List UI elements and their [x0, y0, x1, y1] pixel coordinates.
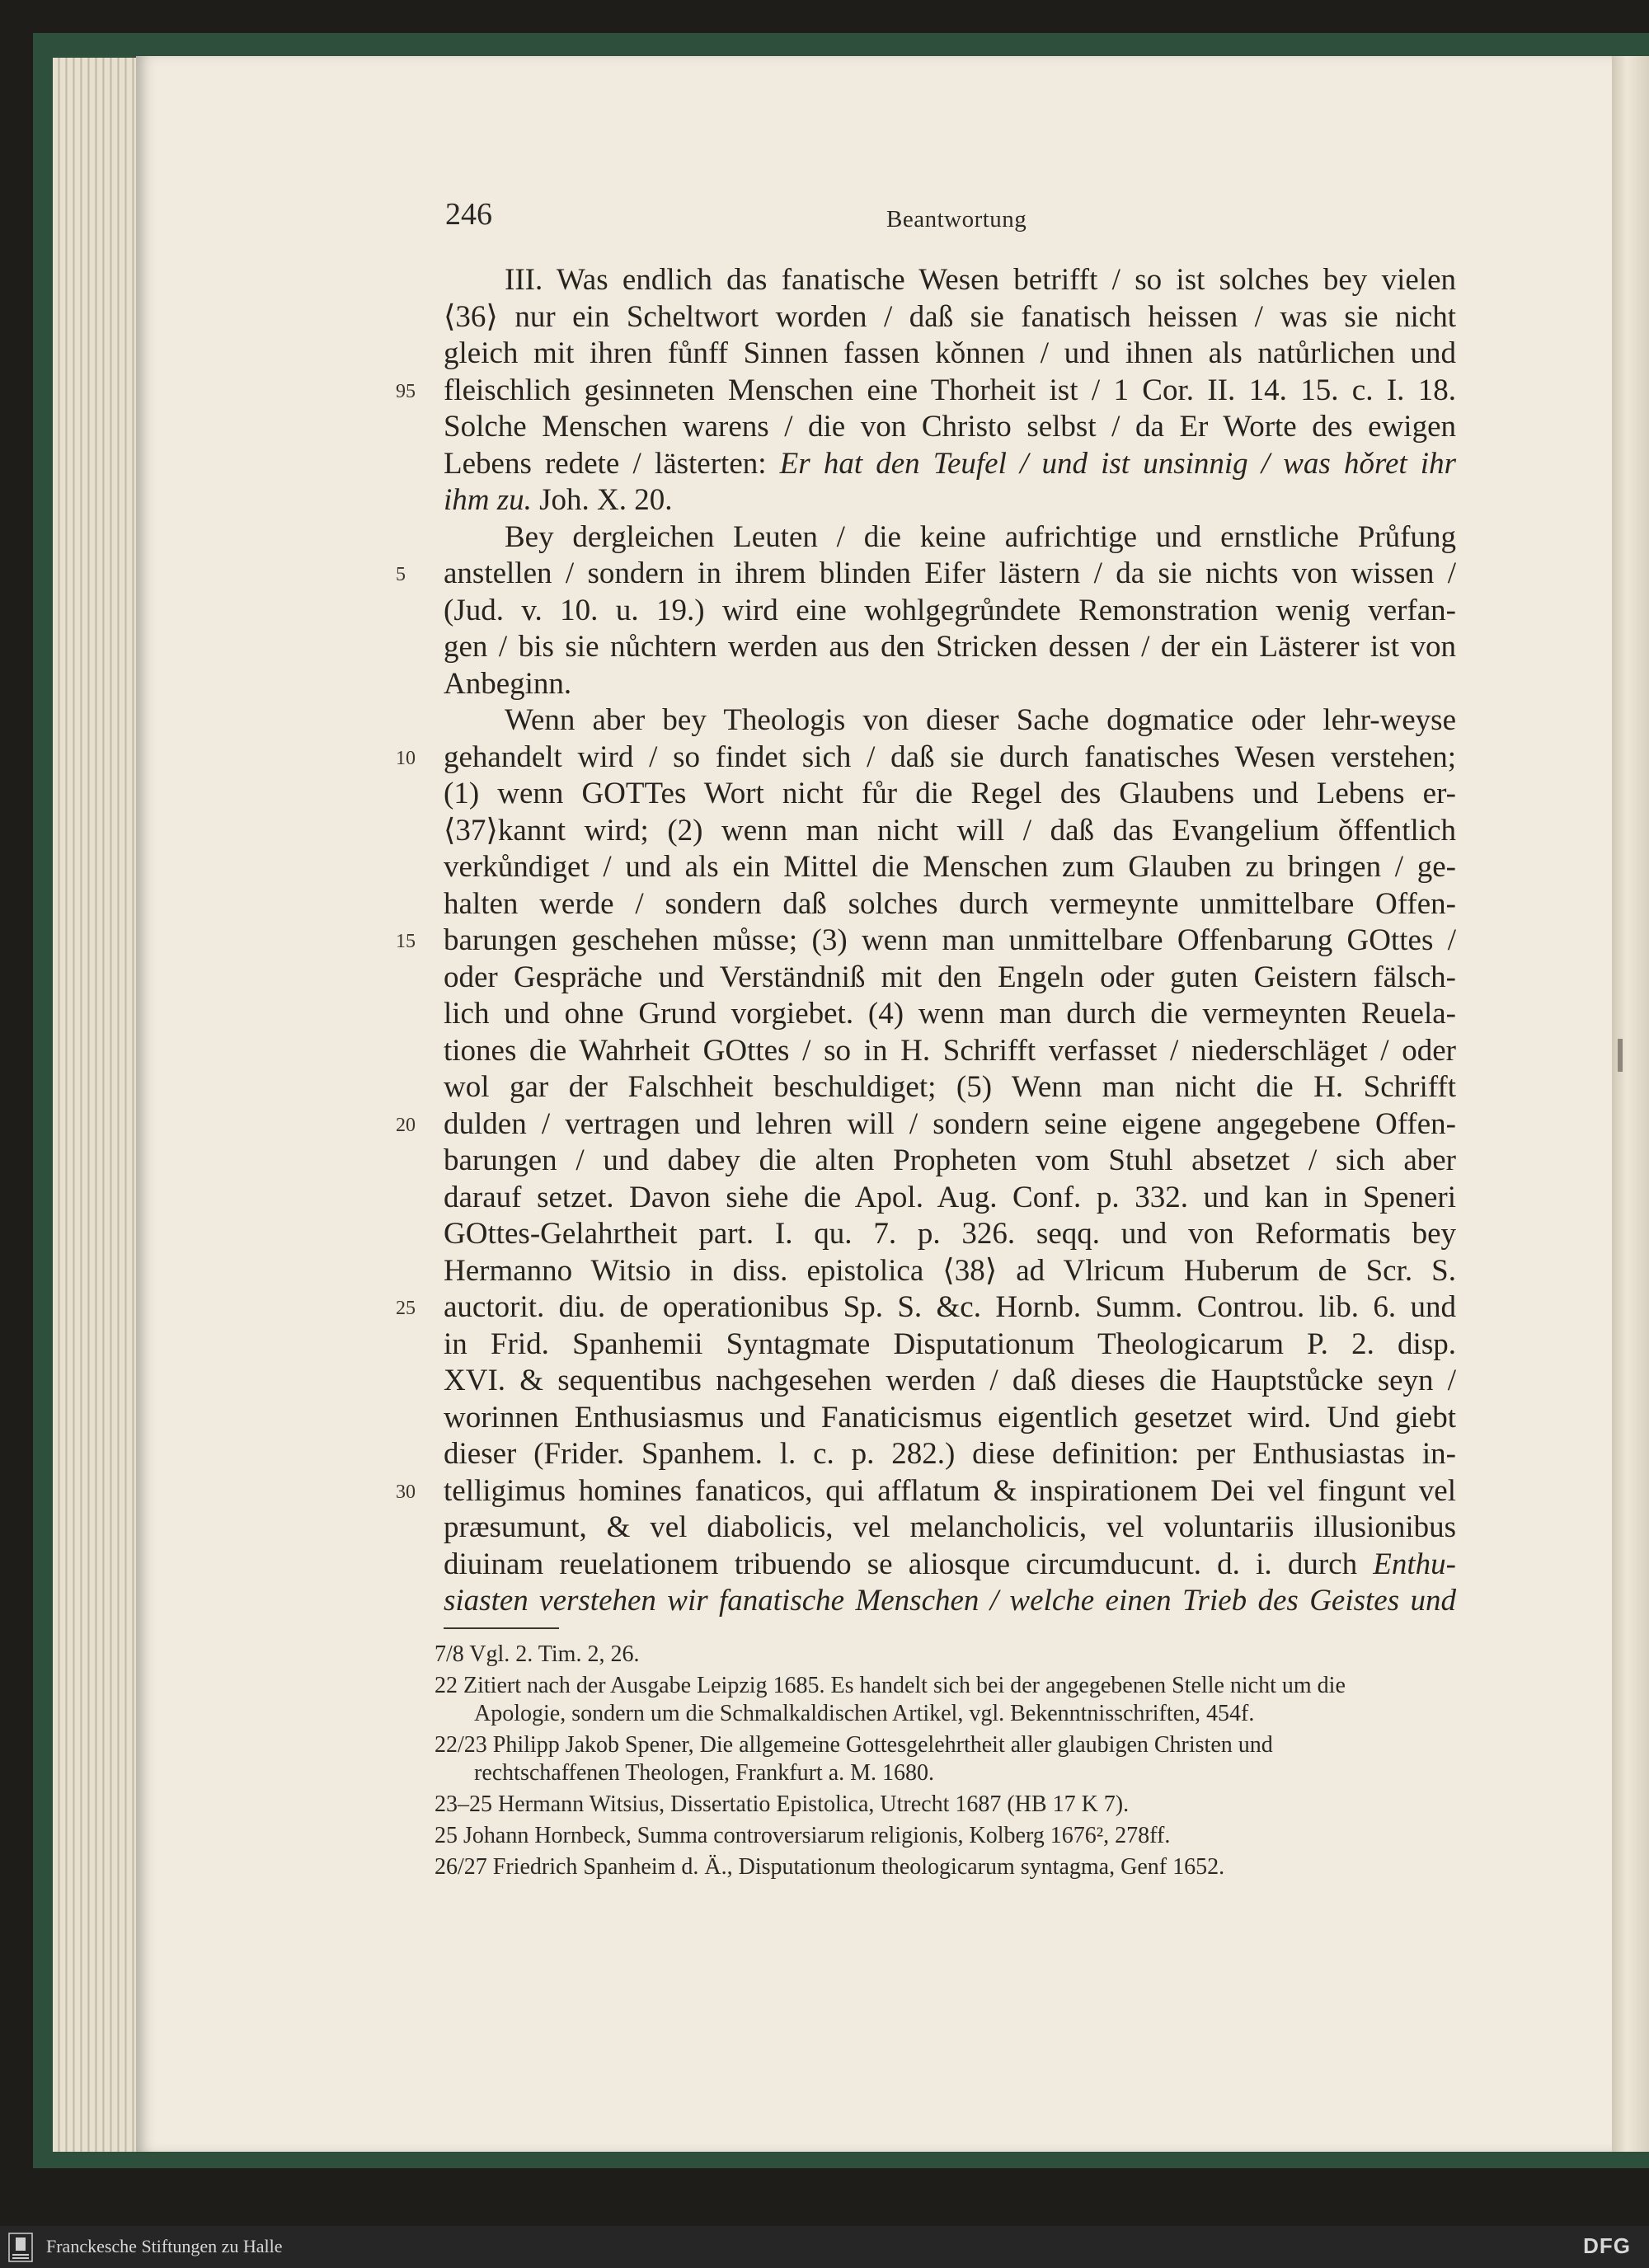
text-line	[444, 1180, 1456, 1216]
line-number: 20	[396, 1115, 416, 1136]
text-line	[444, 1253, 1456, 1289]
footnote-rule	[444, 1627, 559, 1629]
facing-page-mark	[1618, 1039, 1623, 1072]
text-line-roman: barungen geschehen můsse; (3) wenn man unmittelbare Offenbarung GOttes /	[444, 923, 1456, 957]
text-line	[444, 1400, 1456, 1436]
text-line	[444, 593, 1456, 629]
text-line-roman: dulden / vertragen und lehren will / sondern seine eigene angegebene Offen-	[444, 1107, 1456, 1141]
footnote-text: 23–25 Hermann Witsius, Dissertatio Epistolica, Utrecht 1687 (HB 17 K 7).	[435, 1791, 1130, 1817]
page-edges	[53, 58, 143, 2152]
text-line	[444, 776, 1456, 812]
text-line-roman: gen / bis sie nůchtern werden aus den Stricken dessen / der ein Lästerer ist von	[444, 630, 1456, 664]
footnote	[435, 1853, 1457, 1881]
text-line	[444, 886, 1456, 923]
text-line-roman: auctorit. diu. de operationibus Sp. S. &c. Hornb. Summ. Controu. lib. 6. und	[444, 1290, 1456, 1324]
text-line	[444, 373, 1456, 409]
text-line-roman: oder Gespräche und Verständniß mit den Engeln oder guten Geistern fälsch-	[444, 960, 1456, 994]
text-line-italic: siasten verstehen wir fanatische Menschen / welche einen Trieb des Geistes und	[444, 1584, 1456, 1618]
text-line	[444, 1216, 1456, 1252]
text-line-roman: ⟨36⟩ nur ein Scheltwort worden / daß sie fanatisch heissen / was sie nicht	[444, 300, 1456, 334]
text-line	[444, 1327, 1456, 1363]
text-line	[444, 923, 1456, 959]
text-line	[444, 409, 1456, 445]
text-line	[444, 740, 1456, 776]
footnote-text: 25 Johann Hornbeck, Summa controversiarum religionis, Kolberg 1676², 278ff.	[435, 1823, 1171, 1848]
footnote	[435, 1641, 1457, 1669]
footnote-text: 7/8 Vgl. 2. Tim. 2, 26.	[435, 1641, 640, 1667]
text-line-roman: barungen / und dabey die alten Propheten vom Stuhl absetzet / sich aber	[444, 1143, 1456, 1177]
text-line-roman: (Jud. v. 10. u. 19.) wird eine wohlgegrůndete Remonstration wenig verfan-	[444, 594, 1456, 627]
text-line	[505, 262, 1456, 298]
text-line-roman: verkůndiget / und als ein Mittel die Menschen zum Glauben zu bringen / ge-	[444, 850, 1456, 884]
text-line-italic: ihm zu.	[444, 483, 532, 517]
text-line	[444, 1143, 1456, 1179]
text-line	[444, 336, 1456, 372]
line-number: 30	[396, 1481, 416, 1503]
text-line	[444, 556, 1456, 592]
text-line	[444, 482, 1456, 519]
text-line-roman: tiones die Wahrheit GOttes / so in H. Schrifft verfasset / niederschläget / oder	[444, 1034, 1456, 1068]
text-line	[444, 1033, 1456, 1069]
text-line	[444, 813, 1456, 849]
footnote-continuation: rechtschaffenen Theologen, Frankfurt a. M. 1680.	[474, 1760, 935, 1786]
text-line-roman: dieser (Frider. Spanhem. l. c. p. 282.) diese definition: per Enthusiastas in-	[444, 1437, 1456, 1471]
text-line-roman: XVI. & sequentibus nachgesehen werden / daß dieses die Hauptstůcke seyn /	[444, 1364, 1456, 1397]
text-line-roman: fleischlich gesinneten Menschen eine Thorheit ist / 1 Cor. II. 14. 15. c. I. 18.	[444, 373, 1456, 407]
text-line	[505, 702, 1456, 739]
text-line	[444, 299, 1456, 336]
text-line-roman: darauf setzet. Davon siehe die Apol. Aug. Conf. p. 332. und kan in Speneri	[444, 1181, 1456, 1214]
text-line-roman: anstellen / sondern in ihrem blinden Eifer lästern / da sie nichts von wissen /	[444, 556, 1456, 590]
text-line	[444, 1106, 1456, 1143]
text-line-roman: telligimus homines fanaticos, qui afflatum & inspirationem Dei vel fingunt vel	[444, 1474, 1456, 1508]
text-line-roman: gehandelt wird / so findet sich / daß sie durch fanatisches Wesen verstehen;	[444, 740, 1456, 774]
text-line-roman: Wenn aber bey Theologis von dieser Sache dogmatice oder lehr-weyse	[505, 703, 1456, 737]
text-line-roman: halten werde / sondern daß solches durch vermeynte unmittelbare Offen-	[444, 887, 1456, 921]
text-line-italic: Er hat den Teufel / und ist unsinnig / was hǒret ihr	[779, 447, 1456, 481]
text-line	[444, 629, 1456, 665]
text-line	[444, 1363, 1456, 1399]
text-line-italic: Enthu-	[1373, 1547, 1456, 1581]
text-line-roman: (1) wenn GOTTes Wort nicht fůr die Regel des Glaubens und Lebens er-	[444, 777, 1456, 810]
line-number: 5	[396, 564, 406, 585]
footnote	[435, 1822, 1457, 1850]
funder-logo: DFG	[1583, 2233, 1631, 2258]
text-line	[444, 1473, 1456, 1510]
footnote	[435, 1731, 1457, 1787]
text-line	[444, 1436, 1456, 1472]
text-line	[444, 1510, 1456, 1546]
text-line-roman: wol gar der Falschheit beschuldiget; (5) Wenn man nicht die H. Schrifft	[444, 1070, 1456, 1104]
facing-page-edge	[1612, 56, 1649, 2152]
institution-logo-icon	[8, 2233, 33, 2262]
text-line-roman: præsumunt, & vel diabolicis, vel melancholicis, vel voluntariis illusionibus	[444, 1510, 1456, 1544]
page-header	[0, 196, 1649, 246]
line-number: 95	[396, 381, 416, 402]
institution-name: Franckesche Stiftungen zu Halle	[46, 2236, 283, 2256]
text-line-roman: Anbeginn.	[444, 667, 572, 701]
line-number: 15	[396, 931, 416, 952]
viewer-footer	[0, 2226, 1649, 2268]
text-line-roman: III. Was endlich das fanatische Wesen betrifft / so ist solches bey vielen	[505, 263, 1456, 297]
line-number: 10	[396, 748, 416, 769]
text-line-roman: diuinam reuelationem tribuendo se aliosque circumducunt. d. i. durch	[444, 1547, 1374, 1581]
text-line	[444, 1289, 1456, 1326]
line-number: 25	[396, 1298, 416, 1319]
text-line-roman: lich und ohne Grund vorgiebet. (4) wenn man durch die vermeynten Reuela-	[444, 997, 1456, 1031]
footnote	[435, 1672, 1457, 1728]
text-line	[444, 1069, 1456, 1106]
text-line-roman-after: Joh. X. 20.	[531, 483, 673, 517]
footnote-text: 22/23 Philipp Jakob Spener, Die allgemeine Gottesgelehrtheit aller glaubigen Christen und	[435, 1732, 1273, 1758]
text-line	[444, 960, 1456, 996]
text-line	[444, 1547, 1456, 1583]
text-line	[444, 996, 1456, 1032]
footnote-text: 22 Zitiert nach der Ausgabe Leipzig 1685. Es handelt sich bei der angegebenen Stelle nicht um die	[435, 1673, 1346, 1698]
footnote-text: 26/27 Friedrich Spanheim d. Ä., Disputationum theologicarum syntagma, Genf 1652.	[435, 1854, 1225, 1880]
text-line-roman: in Frid. Spanhemii Syntagmate Disputationum Theologicarum P. 2. disp.	[444, 1327, 1456, 1361]
text-line	[444, 446, 1456, 482]
running-head: Beantwortung	[886, 206, 1027, 232]
footnote	[435, 1791, 1457, 1819]
text-line-roman: worinnen Enthusiasmus und Fanaticismus eigentlich gesetzet wird. Und giebt	[444, 1401, 1456, 1435]
text-line	[505, 519, 1456, 556]
text-line	[444, 666, 1456, 702]
text-line	[444, 849, 1456, 885]
text-line-roman: Bey dergleichen Leuten / die keine aufrichtige und ernstliche Průfung	[505, 520, 1456, 554]
text-line-roman: Lebens redete / lästerten:	[444, 447, 780, 481]
page-number: 246	[445, 197, 492, 232]
text-line-roman: GOttes-Gelahrtheit part. I. qu. 7. p. 326. seqq. und von Reformatis bey	[444, 1217, 1456, 1251]
footnote-continuation: Apologie, sondern um die Schmalkaldischen Artikel, vgl. Bekenntnisschriften, 454f.	[474, 1701, 1255, 1726]
text-line-roman: Solche Menschen warens / die von Christo selbst / da Er Worte des ewigen	[444, 410, 1456, 444]
text-line-roman: ⟨37⟩kannt wird; (2) wenn man nicht will / daß das Evangelium ǒffentlich	[444, 814, 1456, 848]
text-line-roman: Hermanno Witsio in diss. epistolica ⟨38⟩ ad Vlricum Huberum de Scr. S.	[444, 1254, 1456, 1288]
text-line-roman: gleich mit ihren fůnff Sinnen fassen kǒnnen / und ihnen als natůrlichen und	[444, 336, 1456, 370]
text-line	[444, 1583, 1456, 1619]
